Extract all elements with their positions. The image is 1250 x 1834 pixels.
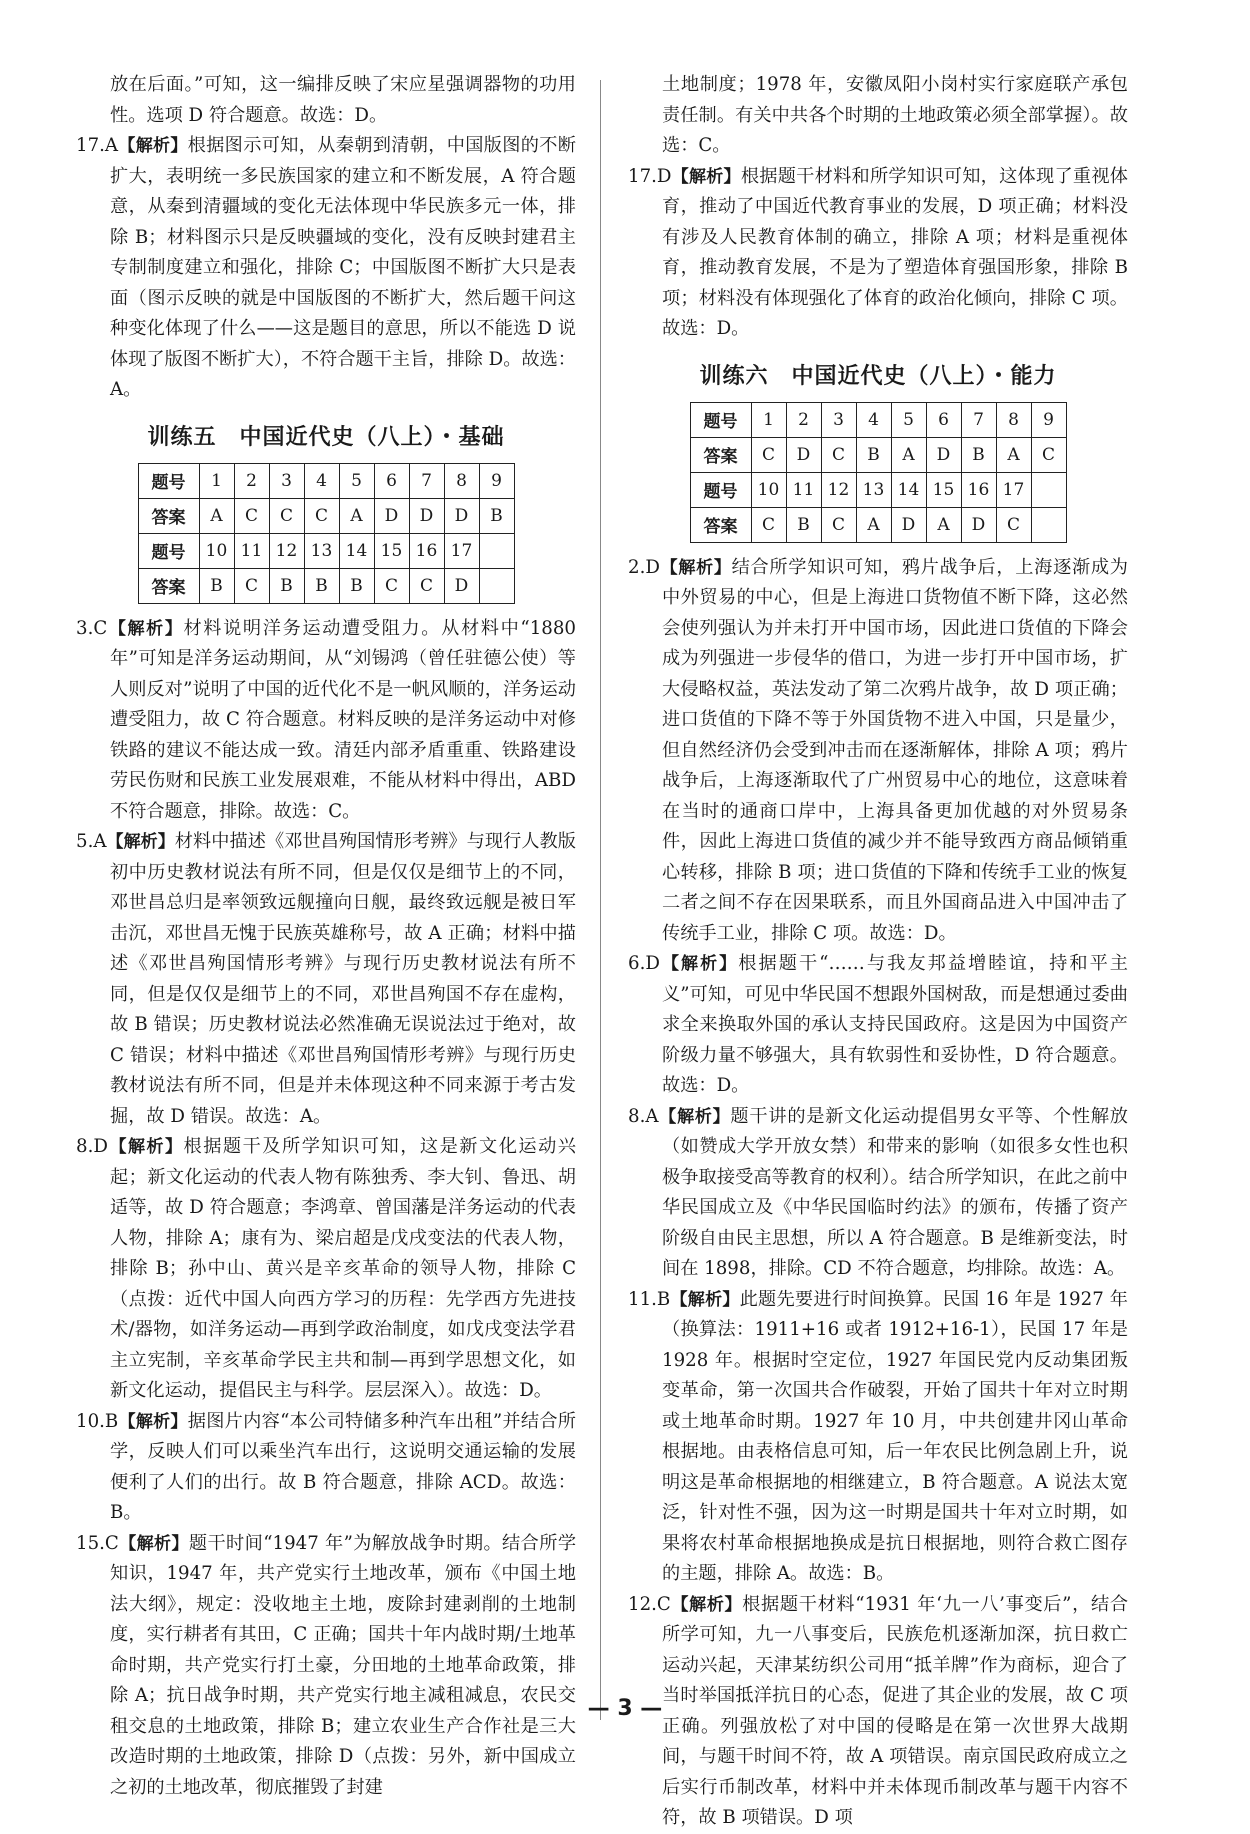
table-row: 答案 C D C B A D B A C xyxy=(690,437,1066,472)
answer-11: 11.B【解析】此题先要进行时间换算。民国 16 年是 1927 年（换算法：1911+16 或者 1912+16-1），民国 17 年是 1928 年。根据时空定位，1927 年国民党内反动集团叛变革命，第一次国共合作破裂，开始了国共十年对立时期或土地革命时期。1927 年 10 月，中共创建井冈山革命根据地。由表格信息可知，后一年农民比例急剧上升，说明这是革命根据地的相继建立，B 符合题意。A 说法太宽泛，针对性不强，因为这一时期是国共十年对立时期，如果将农村革命根据地换成是抗日根据地，则符合救亡图存的主题，排除 A。故选：B。 xyxy=(628,1288,1128,1584)
answer-8: 8.D【解析】根据题干及所学知识可知，这是新文化运动兴起；新文化运动的代表人物有陈独秀、李大钊、鲁迅、胡适等，故 D 符合题意；李鸿章、曾国藩是洋务运动的代表人物，排除 A；康有为、梁启超是戊戌变法的代表人物，排除 B；孙中山、黄兴是辛亥革命的领导人物，排除 C（点拨：近代中国人向西方学习的历程：先学西方先进技术/器物，如洋务运动—再到学政治制度，如戊戌变法学君主立宪制，辛亥革命学民主共和制—再到学思想文化，如新文化运动，提倡民主与科学。层层深入）。故选：D。 xyxy=(76,1136,576,1401)
section-title-6: 训练六 中国近代史（八上）・能力 xyxy=(699,363,1057,389)
table-row: 答案 A C C C A D D D B xyxy=(138,498,514,533)
right-column xyxy=(628,70,1128,1834)
answer-table-5 xyxy=(138,463,515,604)
answer-10: 10.B【解析】据图片内容“本公司特储多种汽车出租”并结合所学，反映人们可以乘坐汽车出行，这说明交通运输的发展便利了人们的出行。故 B 符合题意，排除 ACD。故选：B。 xyxy=(76,1410,576,1523)
continued-paragraph: 放在后面。”可知，这一编排反映了宋应星强调器物的功用性。选项 D 符合题意。故选：D。 xyxy=(110,74,576,126)
continued-paragraph: 土地制度；1978 年，安徽凤阳小岗村实行家庭联产承包责任制。有关中共各个时期的土地政策必须全部掌握）。故选：C。 xyxy=(662,74,1128,156)
answer-3: 3.C【解析】材料说明洋务运动遭受阻力。从材料中“1880 年”可知是洋务运动期间，从“刘锡鸿（曾任驻德公使）等人则反对”说明了中国的近代化不是一帆风顺的，洋务运动遭受阻力，故 C 符合题意。材料反映的是洋务运动中对修铁路的建议不能达成一致。清廷内部矛盾重重、铁路建设劳民伤财和民族工业发展艰难，不能从材料中得出，ABD 不符合题意，排除。故选：C。 xyxy=(76,617,576,822)
table-row: 题号 1 2 3 4 5 6 7 8 9 xyxy=(690,402,1066,437)
table-row: 题号 10 11 12 13 14 15 16 17 xyxy=(690,472,1066,507)
answer-table-6 xyxy=(690,402,1067,543)
table-row: 题号 10 11 12 13 14 15 16 17 xyxy=(138,533,514,568)
table-row: 题号 1 2 3 4 5 6 7 8 9 xyxy=(138,463,514,498)
answer-6: 6.D【解析】根据题干“……与我友邦益增睦谊，持和平主义”可知，可见中华民国不想跟外国树敌，而是想通过委曲求全来换取外国的承认支持民国政府。这是因为中国资产阶级力量不够强大，具有软弱性和妥协性，D 符合题意。故选：D。 xyxy=(628,953,1128,1096)
table-row: 答案 B C B B B C C D xyxy=(138,568,514,603)
answer-2: 2.D【解析】结合所学知识可知，鸦片战争后，上海逐渐成为中外贸易的中心，但是上海进口货物值不断下降，这必然会使列强认为并未打开中国市场，因此进口货值的下降会成为列强进一步侵华的借口，为进一步打开中国市场，扩大侵略权益，英法发动了第二次鸦片战争，故 D 项正确；进口货值的下降不等于外国货物不进入中国，只是量少，但自然经济仍会受到冲击而在逐渐解体，排除 A 项；鸦片战争后，上海逐渐取代了广州贸易中心的地位，这意味着在当时的通商口岸中，上海具备更加优越的对外贸易条件，因此上海进口货值的减少并不能导致西方商品倾销重心转移，排除 B 项；进口货值的下降和传统手工业的恢复二者之间不存在因果联系，而且外国商品进入中国冲击了传统手工业，排除 C 项。故选：D。 xyxy=(628,556,1128,944)
answer-17: 17.A【解析】根据图示可知，从秦朝到清朝，中国版图的不断扩大，表明统一多民族国家的建立和不断发展，A 符合题意，从秦到清疆域的变化无法体现中华民族多元一体，排除 B；材料图示只是反映疆域的变化，没有反映封建君主专制制度建立和强化，排除 C；中国版图不断扩大只是表面（图示反映的就是中国版图的不断扩大，然后题干问这种变化体现了什么——这是题目的意思，所以不能选 D 说体现了版图不断扩大），不符合题干主旨，排除 D。故选：A。 xyxy=(76,135,576,400)
section-title-5: 训练五 中国近代史（八上）・基础 xyxy=(147,424,505,450)
left-column xyxy=(76,70,576,1803)
page-number: — 3 — xyxy=(587,1696,663,1721)
answer-5: 5.A【解析】材料中描述《邓世昌殉国情形考辨》与现行人教版初中历史教材说法有所不同，但是仅仅是细节上的不同，邓世昌总归是率领致远舰撞向日舰，最终致远舰是被日军击沉，邓世昌无愧于民族英雄称号，故 A 正确；材料中描述《邓世昌殉国情形考辨》与现行历史教材说法有所不同，但是仅仅是细节上的不同，邓世昌殉国不存在虚构，故 B 错误；历史教材说法必然准确无误说法过于绝对，故 C 错误；材料中描述《邓世昌殉国情形考辨》与现行历史教材说法有所不同，但是并未体现这种不同来源于考古发掘，故 D 错误。故选：A。 xyxy=(76,831,576,1127)
answer-8: 8.A【解析】题干讲的是新文化运动提倡男女平等、个性解放（如赞成大学开放女禁）和带来的影响（如很多女性也积极争取接受高等教育的权利）。结合所学知识，在此之前中华民国成立及《中华民国临时约法》的颁布，传播了资产阶级自由民主思想，所以 A 符合题意。B 是维新变法，时间在 1898，排除。CD 不符合题意，均排除。故选：A。 xyxy=(628,1105,1128,1279)
table-row: 答案 C B C A D A D C xyxy=(690,507,1066,542)
answer-17: 17.D【解析】根据题干材料和所学知识可知，这体现了重视体育，推动了中国近代教育事业的发展，D 项正确；材料没有涉及人民教育体制的确立，排除 A 项；材料是重视体育，推动教育发展，不是为了塑造体育强国形象，排除 B 项；材料没有体现强化了体育的政治化倾向，排除 C 项。故选：D。 xyxy=(628,165,1128,339)
answer-15: 15.C【解析】题干时间“1947 年”为解放战争时期。结合所学知识，1947 年，共产党实行土地改革，颁布《中国土地法大纲》，规定：没收地主土地，废除封建剥削的土地制度，实行耕者有其田，C 正确；国共十年内战时期/土地革命时期，共产党实行打土豪，分田地的土地革命政策，排除 A；抗日战争时期，共产党实行地主减租减息，农民交租交息的土地政策，排除 B；建立农业生产合作社是三大改造时期的土地政策，排除 D（点拨：另外，新中国成立之初的土地改革，彻底摧毁了封建 xyxy=(76,1532,577,1798)
answer-12: 12.C【解析】根据题干材料“1931 年‘九一八’事变后”，结合所学可知，九一八事变后，民族危机逐渐加深，抗日救亡运动兴起，天津某纺织公司用“抵羊牌”作为商标，迎合了当时举国抵洋抗日的心态，促进了其企业的发展，故 C 项正确。列强放松了对中国的侵略是在第一次世界大战期间，与题干时间不符，故 A 项错误。南京国民政府成立之后实行币制改革，材料中并未体现币制改革与题干内容不符，故 B 项错误。D 项 xyxy=(628,1593,1129,1828)
column-divider xyxy=(600,80,601,1720)
